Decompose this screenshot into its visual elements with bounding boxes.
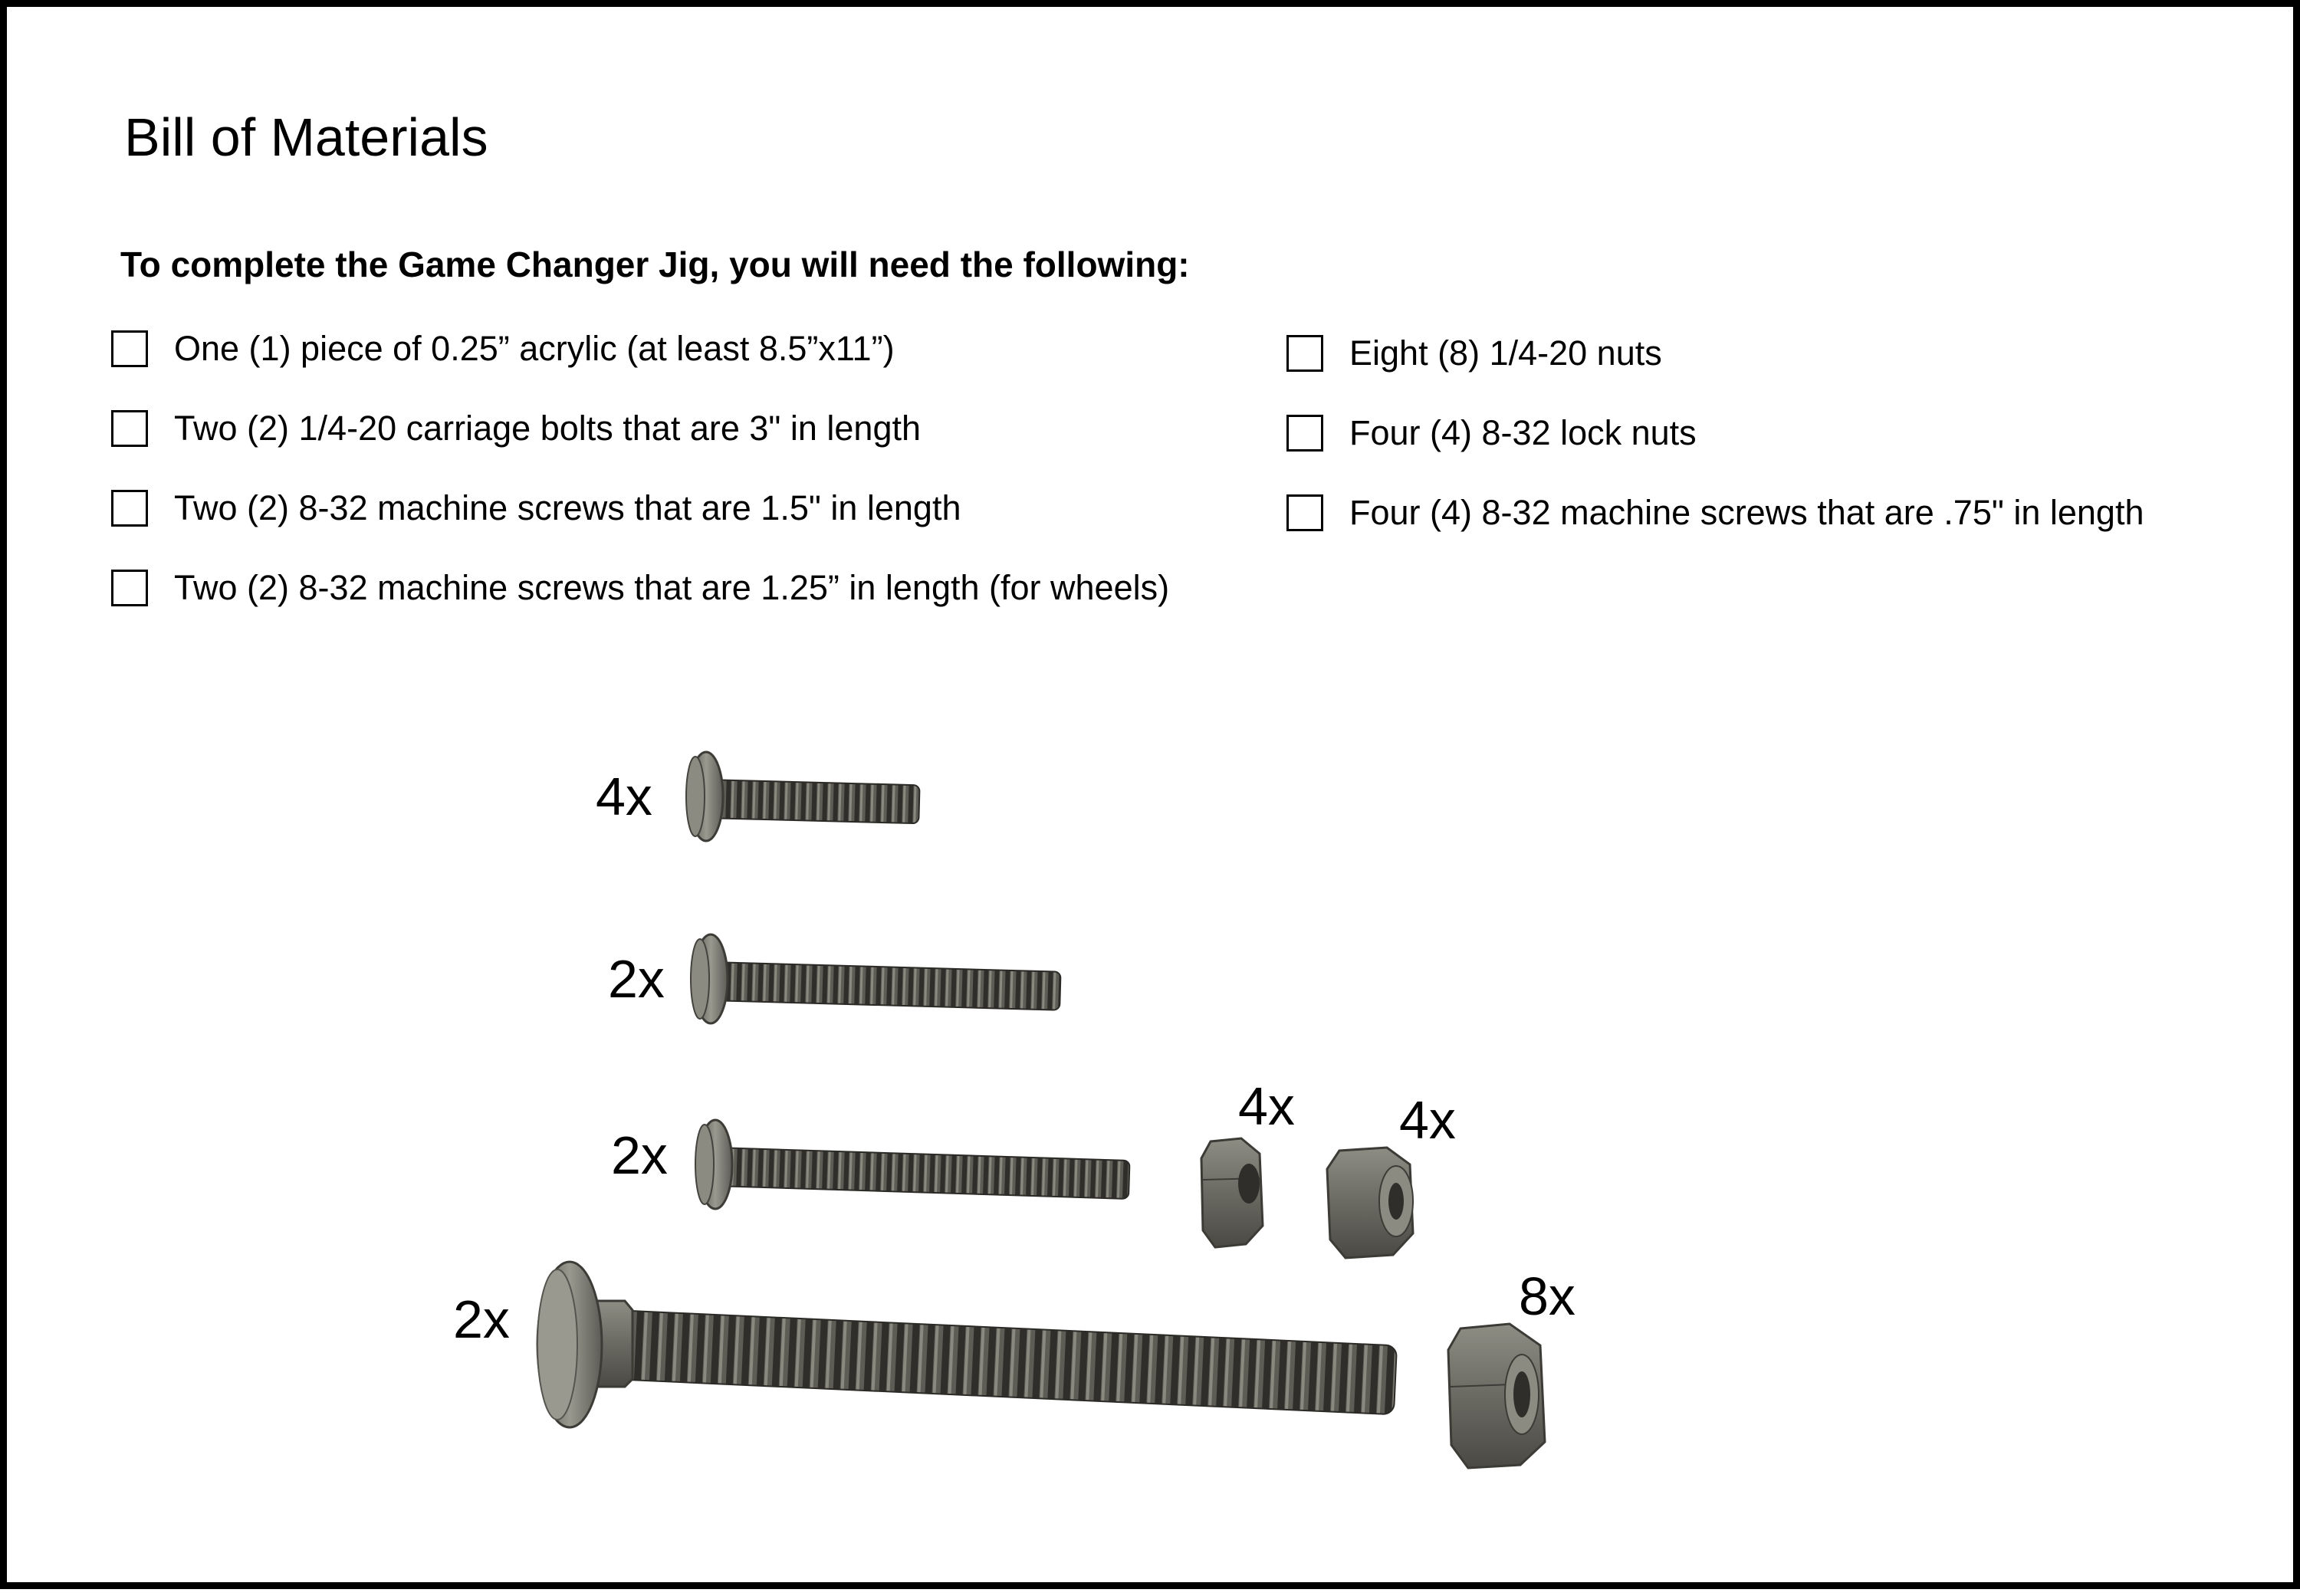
hex-nut-icon — [1448, 1324, 1545, 1468]
machine-screw-125-icon — [691, 934, 1061, 1023]
machine-screw-075-icon — [686, 752, 920, 841]
carriage-bolt-icon — [537, 1262, 1397, 1427]
checklist-item-label: One (1) piece of 0.25” acrylic (at least 8.5”x11”) — [174, 329, 895, 368]
qty-label-lock-nut-b: 4x — [1399, 1090, 1456, 1150]
qty-label-lock-nut-a: 4x — [1238, 1076, 1295, 1136]
checklist-item-label: Eight (8) 1/4-20 nuts — [1349, 333, 1662, 373]
checklist-item-label: Two (2) 1/4-20 carriage bolts that are 3" in length — [174, 409, 922, 448]
checklist-item-label: Two (2) 8-32 machine screws that are 1.25” in length (for wheels) — [174, 568, 1170, 607]
checklist-item-label: Four (4) 8-32 machine screws that are .75" in length — [1349, 493, 2144, 532]
checklist-item-label: Four (4) 8-32 lock nuts — [1349, 413, 1697, 452]
qty-label-screw-125: 2x — [608, 949, 665, 1009]
qty-label-screw-075: 4x — [596, 767, 652, 826]
qty-label-screw-15: 2x — [611, 1125, 668, 1185]
lock-nut-a-icon — [1201, 1138, 1263, 1247]
intro-text: To complete the Game Changer Jig, you will need the following: — [120, 245, 1190, 284]
qty-label-hex-nut: 8x — [1519, 1266, 1576, 1326]
lock-nut-b-icon — [1327, 1148, 1413, 1258]
machine-screw-15-icon — [695, 1120, 1130, 1209]
checklist-item-label: Two (2) 8-32 machine screws that are 1.5" in length — [174, 488, 961, 527]
hardware-illustration — [7, 7, 2300, 1596]
page-title: Bill of Materials — [124, 107, 488, 167]
qty-label-carriage-bolt: 2x — [453, 1289, 510, 1349]
